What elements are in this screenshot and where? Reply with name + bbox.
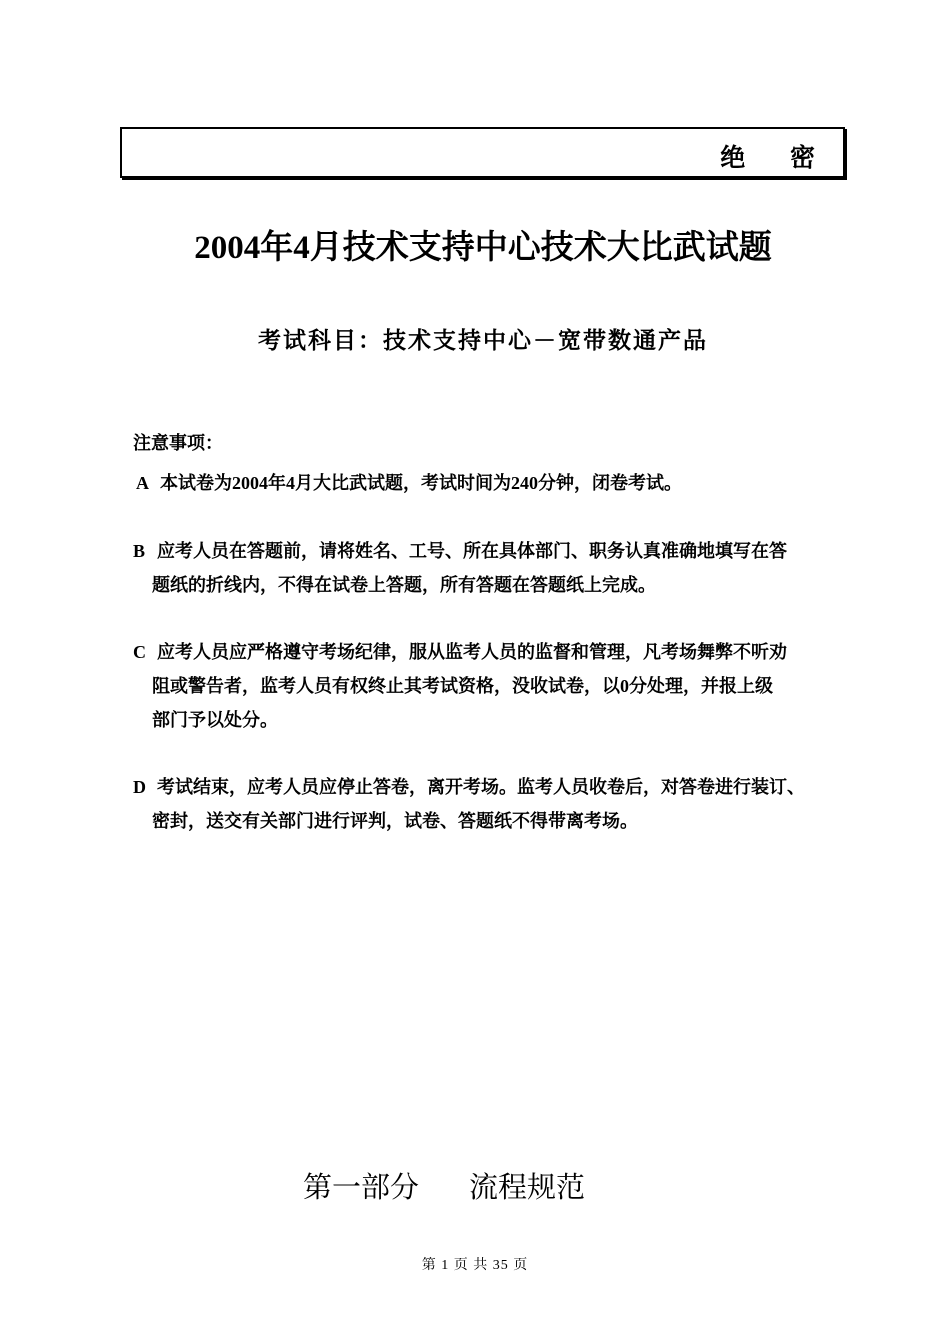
note-item-b: [133, 534, 845, 602]
note-line: 阻或警告者，监考人员有权终止其考试资格，没收试卷，以0分处理，并报上级: [152, 676, 773, 696]
note-letter: C: [133, 642, 146, 662]
exam-subject: 考试科目：技术支持中心－宽带数通产品: [258, 328, 708, 354]
note-letter: D: [133, 777, 146, 797]
note-line: 密封，送交有关部门进行评判，试卷、答题纸不得带离考场。: [152, 811, 638, 831]
notes-heading: 注意事项：: [133, 433, 223, 454]
note-line: 应考人员应严格遵守考场纪律，服从监考人员的监督和管理，凡考场舞弊不听劝: [157, 642, 787, 662]
section-heading: [0, 1165, 888, 1206]
note-letter: A: [136, 473, 149, 493]
document-title: 2004年4月技术支持中心技术大比武试题: [194, 230, 772, 266]
note-item-d: [133, 770, 845, 838]
note-item-c: [133, 635, 845, 737]
section-number: 第一部分: [302, 1170, 419, 1204]
classification-box: [120, 127, 845, 178]
section-name: 流程规范: [469, 1170, 586, 1204]
note-item-a: [136, 466, 848, 500]
page-number-footer: 第 1 页 共 35 页: [421, 1258, 529, 1273]
note-line: 应考人员在答题前，请将姓名、工号、所在具体部门、职务认真准确地填写在答: [157, 541, 787, 561]
note-line: 题纸的折线内，不得在试卷上答题，所有答题在答题纸上完成。: [152, 575, 656, 595]
classification-label: 绝 密: [720, 143, 833, 172]
note-line: 部门予以处分。: [152, 710, 278, 730]
note-line: 本试卷为2004年4月大比武试题，考试时间为240分钟，闭卷考试。: [160, 473, 682, 493]
note-letter: B: [133, 541, 146, 561]
note-line: 考试结束，应考人员应停止答卷，离开考场。监考人员收卷后，对答卷进行装订、: [157, 777, 805, 797]
